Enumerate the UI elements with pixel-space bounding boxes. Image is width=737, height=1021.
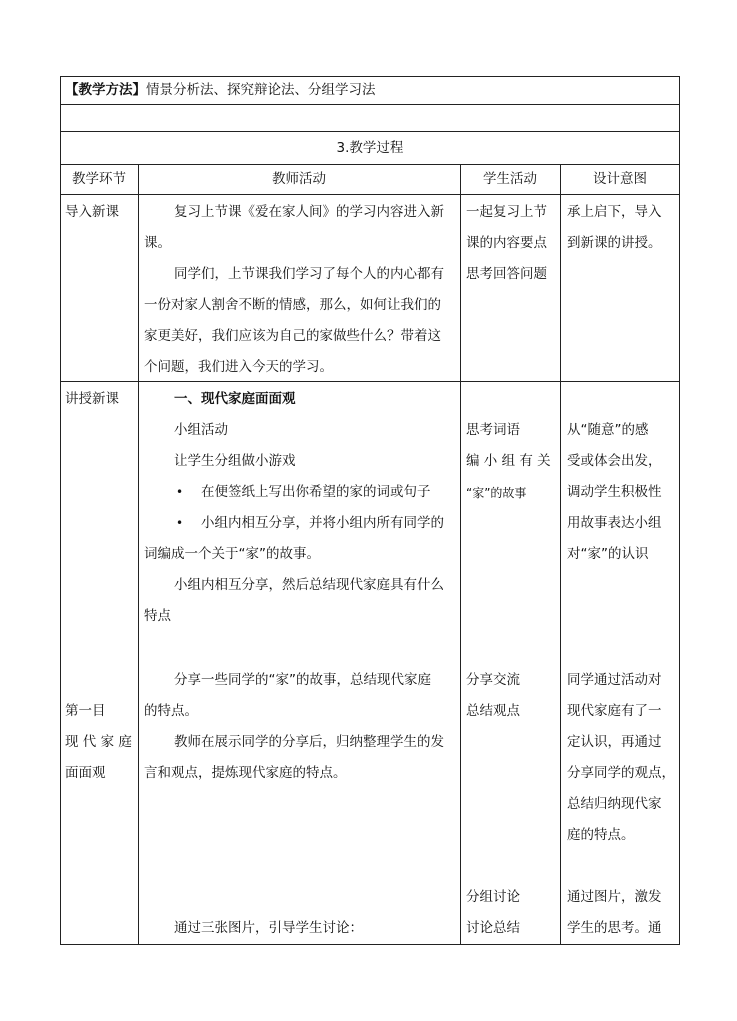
design-text: 同学通过活动对 (567, 672, 662, 688)
header-stage: 教学环节 (72, 171, 126, 187)
design-text: 总结归纳现代家 (567, 796, 662, 812)
design-text: 用故事表达小组 (567, 515, 662, 531)
design-text: 承上启下，导入 (567, 204, 662, 220)
teacher-text: 同学们，上节课我们学习了每个人的内心都有 (174, 266, 444, 282)
teacher-text: 复习上节课《爱在家人间》的学习内容进入新 (174, 204, 444, 220)
design-text: 受或体会出发， (567, 453, 662, 469)
design-text: 到新课的讲授。 (567, 235, 662, 251)
bullet-icon: • (176, 516, 184, 530)
teacher-text: 特点 (144, 608, 171, 624)
student-text: 总结观点 (466, 703, 520, 719)
grid-line (60, 194, 680, 195)
grid-line (60, 104, 680, 105)
student-text: 编 小 组 有 关 (466, 453, 551, 469)
teaching-method (65, 84, 376, 98)
teacher-text: 的特点。 (144, 703, 198, 719)
header-teacher-activity: 教师活动 (272, 171, 326, 187)
grid-line (60, 76, 680, 77)
stage-sub: 第一目 (65, 703, 106, 719)
stage-intro: 导入新课 (65, 204, 119, 220)
grid-line (60, 381, 680, 382)
grid-line (560, 164, 561, 945)
bullet-icon: • (176, 485, 184, 499)
design-text: 分享同学的观点， (567, 765, 675, 781)
teacher-text: 小组活动 (174, 422, 228, 438)
design-text: 调动学生积极性 (567, 484, 662, 500)
student-text: 一起复习上节 (466, 204, 547, 220)
design-text: 通过图片，激发 (567, 889, 662, 905)
teacher-text: 分享一些同学的“家”的故事，总结现代家庭 (174, 672, 431, 688)
teacher-text: 让学生分组做小游戏 (174, 453, 296, 469)
grid-line (679, 76, 680, 945)
design-text: 学生的思考。通 (567, 920, 662, 936)
design-text: 定认识，再通过 (567, 734, 662, 750)
teacher-text: 词编成一个关于“家”的故事。 (144, 546, 320, 562)
teacher-text: 小组内相互分享，然后总结现代家庭具有什么 (174, 577, 444, 593)
header-design-intent: 设计意图 (593, 171, 647, 187)
student-text: 课的内容要点 (466, 235, 547, 251)
student-text: 讨论总结 (466, 920, 520, 936)
stage-sub: 现 代 家 庭 (65, 734, 132, 750)
design-text: 对“家”的认识 (567, 546, 649, 562)
teacher-text: 课。 (144, 235, 171, 251)
teacher-text: 教师在展示同学的分享后，归纳整理学生的发 (174, 734, 444, 750)
teacher-text: 一份对家人割舍不断的情感，那么，如何让我们的 (144, 297, 441, 313)
stage-sub: 面面观 (65, 765, 106, 781)
teacher-text: 在便签纸上写出你希望的家的词或句子 (201, 484, 431, 500)
teaching-method-text: 情景分析法、探究辩论法、分组学习法 (146, 82, 376, 98)
student-text: 分组讨论 (466, 889, 520, 905)
design-text: 从“随意”的感 (567, 422, 649, 438)
teacher-text: 言和观点，提炼现代家庭的特点。 (144, 765, 347, 781)
student-text: “家”的故事 (466, 486, 527, 500)
stage-new-lesson: 讲授新课 (65, 391, 119, 407)
lesson-plan-table (60, 76, 680, 945)
grid-line (60, 944, 680, 945)
grid-line (60, 164, 680, 165)
student-text: 思考回答问题 (466, 266, 547, 282)
student-text: 分享交流 (466, 672, 520, 688)
grid-line (138, 164, 139, 945)
teacher-text: 通过三张图片，引导学生讨论： (174, 920, 363, 936)
header-student-activity: 学生活动 (483, 171, 537, 187)
teacher-text: 个问题，我们进入今天的学习。 (144, 359, 333, 375)
teacher-text: 家更美好，我们应该为自己的家做些什么？带着这 (144, 328, 441, 344)
grid-line (460, 164, 461, 945)
teacher-text: 小组内相互分享，并将小组内所有同学的 (201, 515, 444, 531)
design-text: 庭的特点。 (567, 827, 635, 843)
section-heading: 一、现代家庭面面观 (174, 391, 296, 407)
student-text: 思考词语 (466, 422, 520, 438)
teaching-method-label: 【教学方法】 (65, 82, 146, 98)
grid-line (60, 76, 61, 945)
grid-line (60, 131, 680, 132)
section-title: 3.教学过程 (336, 140, 404, 156)
design-text: 现代家庭有了一 (567, 703, 662, 719)
